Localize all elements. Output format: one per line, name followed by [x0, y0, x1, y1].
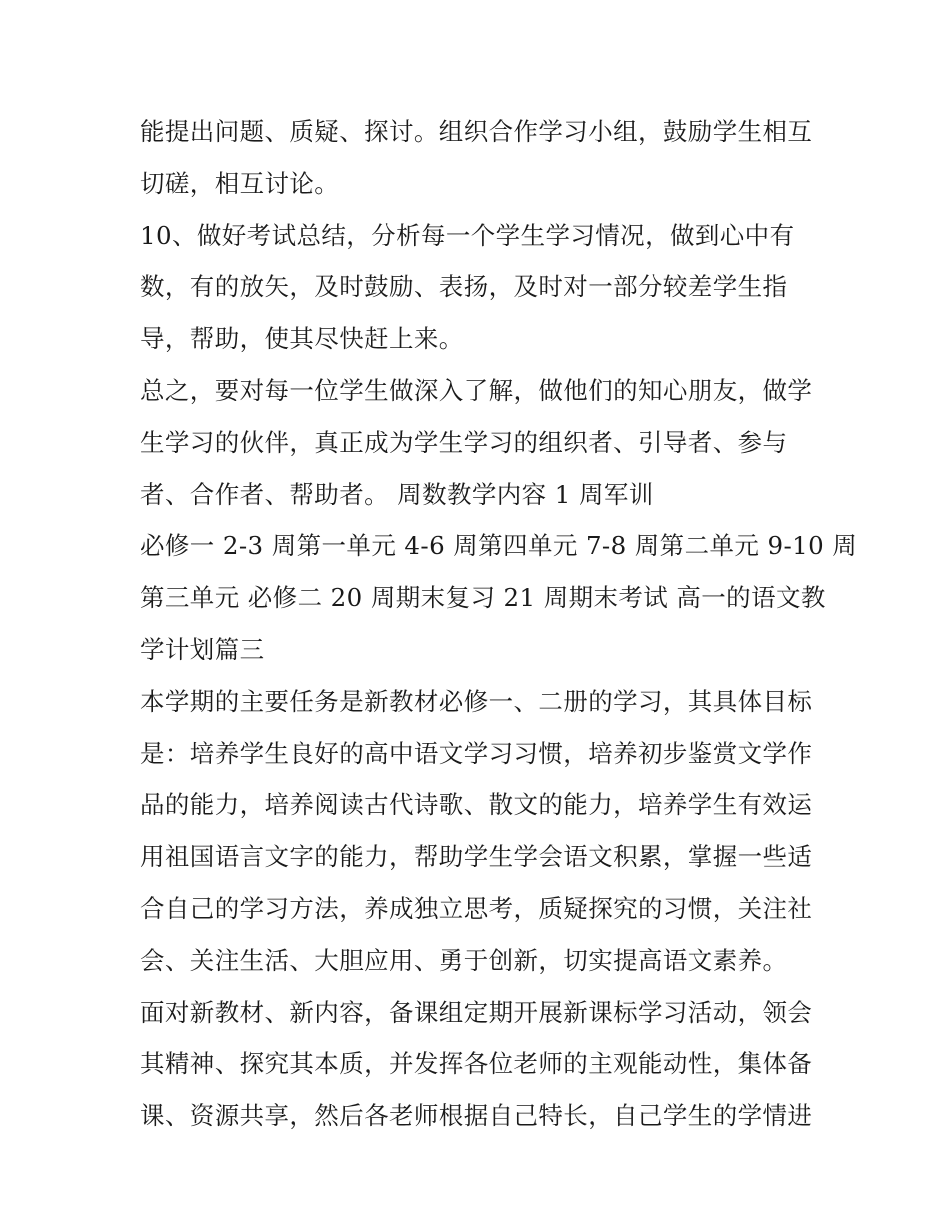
text-line: 10、做好考试总结，分析每一个学生学习情况，做到心中有: [140, 220, 795, 250]
text-line: 生学习的伙伴，真正成为学生学习的组织者、引导者、参与: [140, 427, 788, 457]
text-line: 用祖国语言文字的能力，帮助学生学会语文积累，掌握一些适: [140, 842, 813, 872]
text-line: 第三单元 必修二 20 周期末复习 21 周期末考试 高一的语文教: [140, 583, 826, 613]
text-line: 者、合作者、帮助者。 周数教学内容 1 周军训: [140, 479, 654, 509]
text-line: 是：培养学生良好的高中语文学习习惯，培养初步鉴赏文学作: [140, 738, 813, 768]
text-line: 能提出问题、质疑、探讨。组织合作学习小组，鼓励学生相互: [140, 117, 813, 146]
text-line: 合自己的学习方法，养成独立思考，质疑探究的习惯，关注社: [140, 893, 813, 923]
body-text: [140, 106, 858, 1142]
text-line: 面对新教材、新内容，备课组定期开展新课标学习活动，领会: [140, 997, 813, 1027]
text-line: 其精神、探究其本质，并发挥各位老师的主观能动性，集体备: [140, 1049, 813, 1079]
text-line: 必修一 2-3 周第一单元 4-6 周第四单元 7-8 周第二单元 9-10 周: [140, 531, 858, 561]
text-line: 数，有的放矢，及时鼓励、表扬，及时对一部分较差学生指: [140, 272, 788, 302]
text-line: 品的能力，培养阅读古代诗歌、散文的能力，培养学生有效运: [140, 790, 813, 820]
text-line: 导，帮助，使其尽快赶上来。: [140, 324, 464, 354]
text-line: 总之，要对每一位学生做深入了解，做他们的知心朋友，做学: [140, 375, 813, 405]
text-line: 本学期的主要任务是新教材必修一、二册的学习，其具体目标: [140, 686, 813, 716]
text-line: 会、关注生活、大胆应用、勇于创新，切实提高语文素养。: [140, 945, 788, 975]
text-line: 学计划篇三: [140, 634, 265, 664]
text-line: 课、资源共享，然后各老师根据自己特长，自己学生的学情进: [140, 1101, 813, 1131]
text-line: 切磋，相互讨论。: [140, 168, 340, 198]
